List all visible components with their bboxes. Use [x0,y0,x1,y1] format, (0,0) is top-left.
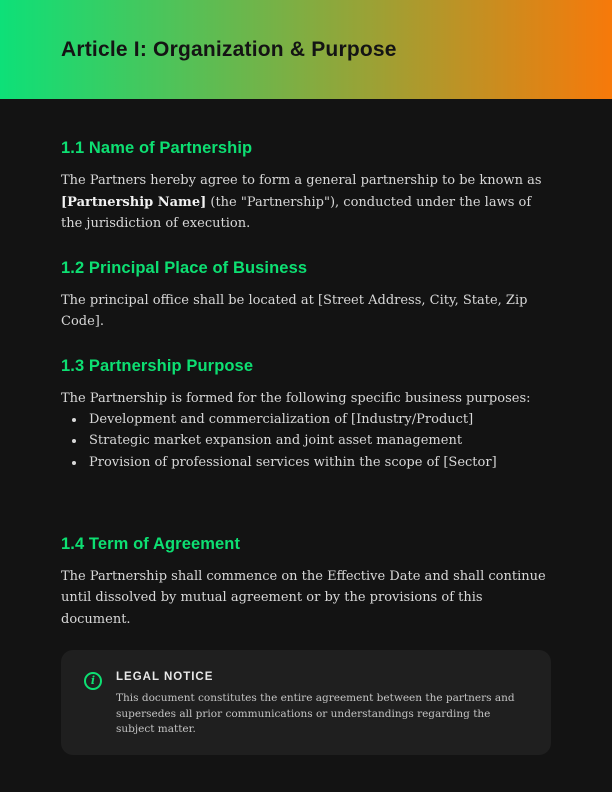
document-body [0,139,612,755]
section-heading-1-1: 1.1 Name of Partnership [61,139,253,157]
page-header [0,0,612,99]
partnership-name-placeholder: [Partnership Name] [61,194,207,210]
notice-title: LEGAL NOTICE [116,671,214,684]
section-paragraph-1-4: The Partnership shall commence on the Effective Date and shall continue until dissolved by mutual agreement or by the provisions of this document. [61,568,546,627]
notice-content [116,669,527,738]
list-item: • Development and commercialization of [Industry/Product] [86,409,551,430]
section-paragraph-1-1 [61,170,551,235]
legal-notice-card [61,650,551,755]
section-heading-1-3: 1.3 Partnership Purpose [61,356,254,375]
section-heading-1-4: 1.4 Term of Agreement [61,534,241,553]
section-heading-1-2: 1.2 Principal Place of Business [61,258,308,277]
paragraph-part: (the "Partnership"), conducted under the laws of the jurisdiction of execution. [61,194,532,231]
list-item: • Provision of professional services within the scope of [Sector] [86,452,551,473]
section-paragraph-1-2: The principal office shall be located at [Street Address, City, State, Zip Code]. [61,292,528,329]
purpose-bullet-list [61,409,551,473]
paragraph-part: The Partners hereby agree to form a general partnership to be known as [61,173,542,188]
info-icon: i [84,672,102,690]
section-paragraph-1-3: The Partnership is formed for the following specific business purposes: [61,390,531,406]
list-item: • Strategic market expansion and joint asset management [86,430,551,451]
notice-body: This document constitutes the entire agreement between the partners and supersedes all prior communications or understandings regarding the subject matter. [116,692,515,736]
article-title: Article I: Organization & Purpose [61,37,397,61]
